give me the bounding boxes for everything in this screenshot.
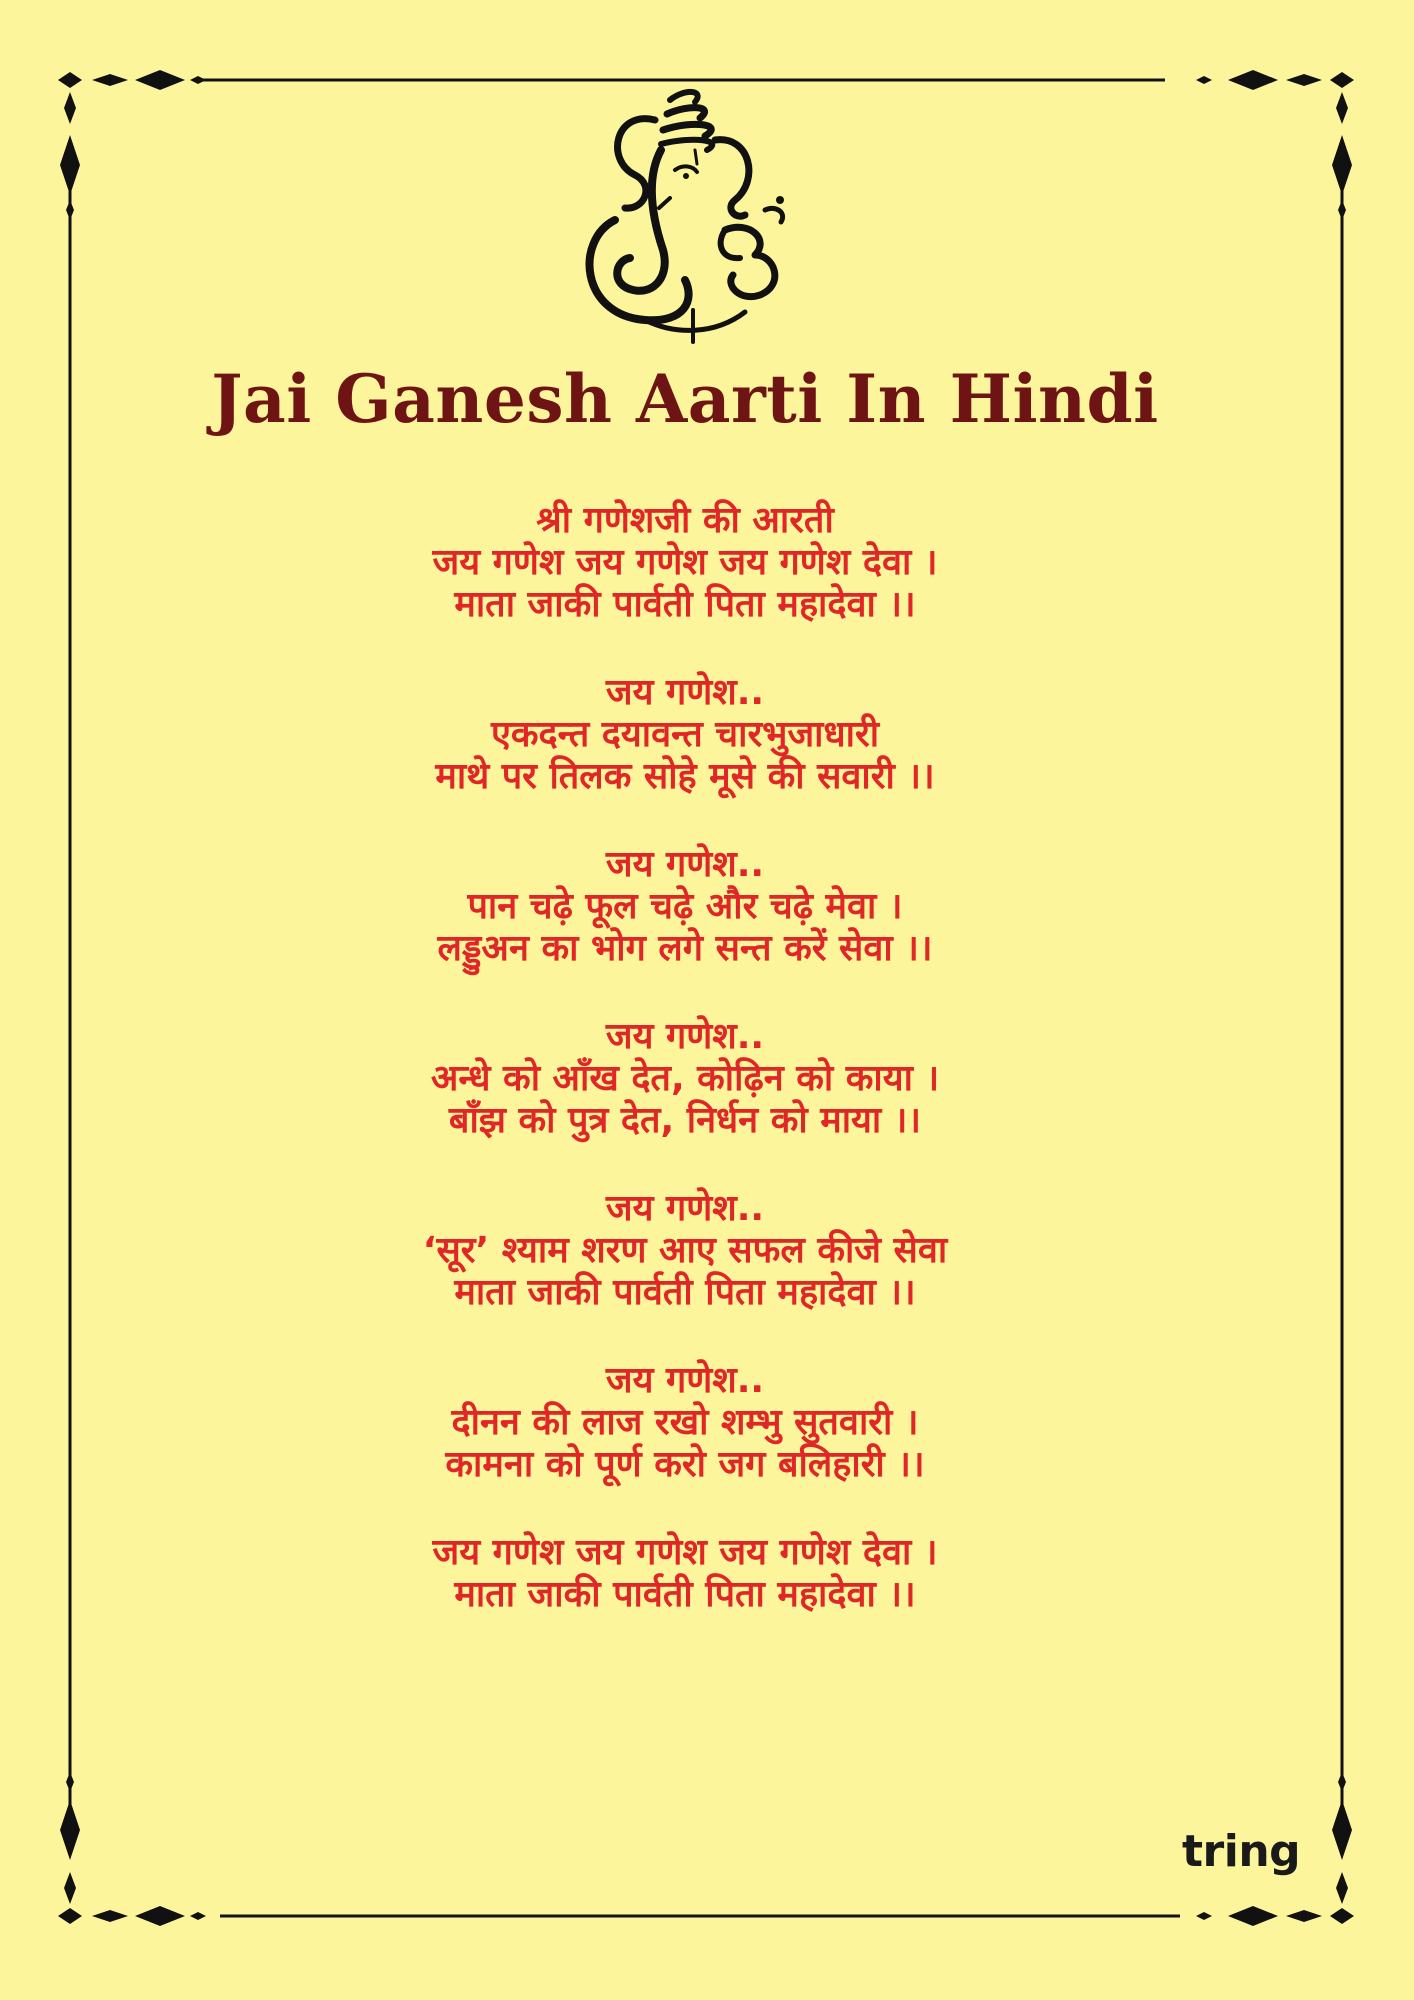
verse-line: माता जाकी पार्वती पिता महादेवा ।। bbox=[454, 1272, 916, 1313]
verse-line: जय गणेश.. bbox=[605, 844, 765, 885]
aarti-verses bbox=[0, 500, 1370, 1662]
verse-line: जय गणेश.. bbox=[605, 1016, 765, 1057]
corner-ornament-bottom-left bbox=[58, 1772, 206, 1926]
verse-line: जय गणेश.. bbox=[605, 1360, 765, 1401]
verse-line: श्री गणेशजी की आरती bbox=[536, 500, 834, 541]
ganesha-om-icon bbox=[575, 80, 795, 350]
stanza-2 bbox=[0, 672, 1370, 798]
brand-logo-text: tring bbox=[1182, 1826, 1301, 1877]
verse-line: जय गणेश जय गणेश जय गणेश देवा । bbox=[432, 1532, 938, 1573]
verse-line: पान चढ़े फूल चढ़े और चढ़े मेवा । bbox=[467, 886, 903, 927]
stanza-7 bbox=[0, 1532, 1370, 1616]
verse-line: माता जाकी पार्वती पिता महादेवा ।। bbox=[454, 584, 916, 625]
stanza-3 bbox=[0, 844, 1370, 970]
verse-line: लड्डुअन का भोग लगे सन्त करें सेवा ।। bbox=[437, 928, 933, 969]
verse-line: ‘सूर’ श्याम शरण आए सफल कीजे सेवा bbox=[422, 1230, 948, 1271]
verse-line: बाँझ को पुत्र देत, निर्धन को माया ।। bbox=[448, 1100, 922, 1141]
verse-line: कामना को पूर्ण करो जग बलिहारी ।। bbox=[445, 1444, 925, 1485]
verse-line: जय गणेश.. bbox=[605, 1188, 765, 1229]
stanza-4 bbox=[0, 1016, 1370, 1142]
verse-line: जय गणेश.. bbox=[605, 672, 765, 713]
stanza-6 bbox=[0, 1360, 1370, 1486]
verse-line: माता जाकी पार्वती पिता महादेवा ।। bbox=[454, 1574, 916, 1615]
corner-ornament-top-right bbox=[1196, 70, 1354, 220]
corner-ornament-top-left bbox=[58, 70, 206, 220]
verse-line: एकदन्त दयावन्त चारभुजाधारी bbox=[490, 714, 880, 755]
stanza-5 bbox=[0, 1188, 1370, 1314]
stanza-1 bbox=[0, 500, 1370, 626]
verse-line: अन्धे को आँख देत, कोढ़िन को काया । bbox=[430, 1058, 940, 1099]
verse-line: जय गणेश जय गणेश जय गणेश देवा । bbox=[432, 542, 938, 583]
verse-line: माथे पर तिलक सोहे मूसे की सवारी ।। bbox=[435, 756, 935, 797]
verse-line: दीनन की लाज रखो शम्भु सुतवारी । bbox=[451, 1402, 919, 1443]
page-title: Jai Ganesh Aarti In Hindi bbox=[211, 360, 1159, 438]
